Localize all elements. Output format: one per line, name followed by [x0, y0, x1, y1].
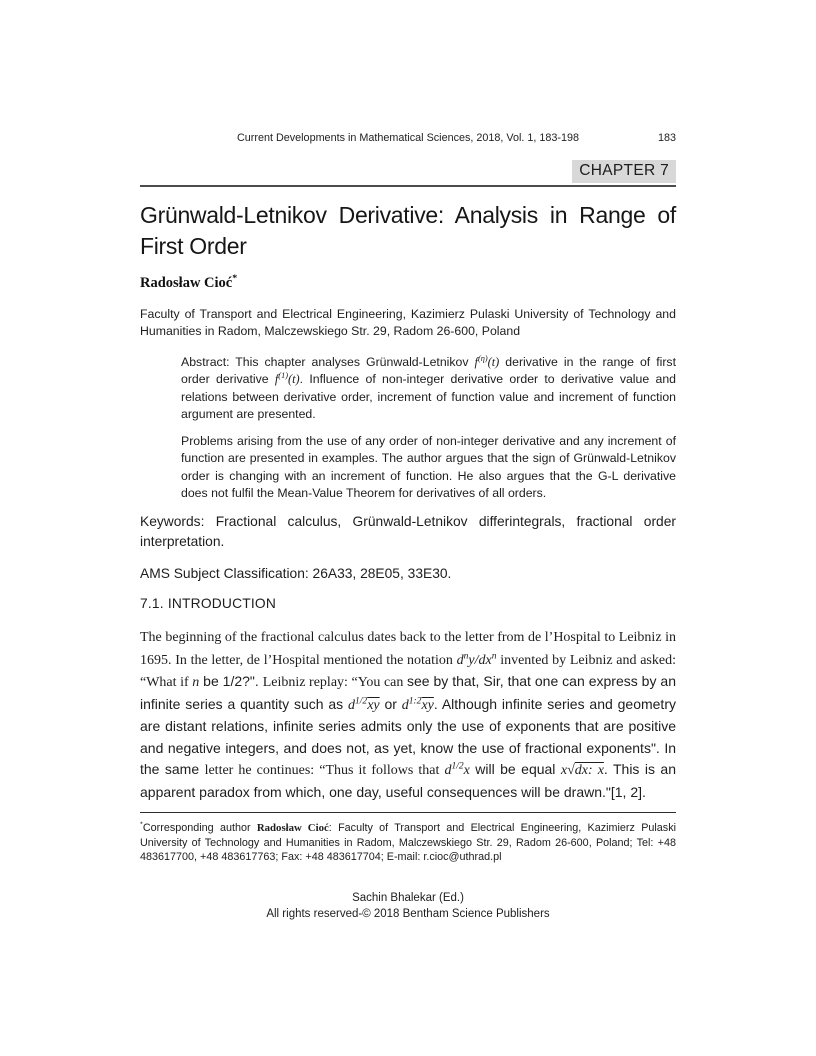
introduction-paragraph: The beginning of the fractional calculus dates back to the letter from de l’Hospital to Leibniz in 1695. In the letter, de l’Hospital mentioned the notation $d^ny/dx^n$ invented by Leibniz and asked: “What if n be 1/2?". Leibniz replay: “You can see by that, Sir, that one can express by an infinite series a quantity such as $d^{1/2}\overline{xy}$ or $d^{1:2}\overline{xy}$. Although infinite series and geometry are distant relations, infinite series admits only the use of exponents that are positive and negative integers, and does not, as yet, know the use of fractional exponents". In the same letter he continues: “Thus it follows that $d^{1/2}x$ will be equal x√dx: x. This is an apparent paradox from which, one day, useful consequences will be drawn."[1, 2].: [140, 630, 676, 800]
chapter-title: Grünwald-Letnikov Derivative: Analysis in Range of First Order: [140, 202, 676, 259]
footnote-rule: [140, 812, 676, 813]
author-line: [140, 275, 676, 292]
chapter-badge-row: [140, 160, 676, 183]
journal-info: Current Developments in Mathematical Sciences, 2018, Vol. 1, 183-198: [236, 132, 580, 144]
page-footer: [140, 890, 676, 922]
author-name: Radosław Cioć: [140, 275, 233, 291]
abstract-paragraph-2: Problems arising from the use of any order of non-integer derivative and any increment of function are presented in examples. The author argues that the sign of Grünwald-Letnikov order is changing with an increment of function. He also argues that the G-L derivative does not fulfil the Mean-Value Theorem for derivatives of all orders.: [181, 434, 676, 501]
footer-editor: Sachin Bhalekar (Ed.): [352, 891, 464, 904]
section-heading-introduction: 7.1. INTRODUCTION: [140, 596, 277, 612]
header-rule: [140, 185, 676, 187]
author-asterisk: *: [232, 273, 238, 285]
footnote-text: *Corresponding author Radosław Cioć: Faculty of Transport and Electrical Engineering, Kazimierz Pulaski University of Technology and Humanities in Radom, Malczewskiego Str. 29, Radom 26-600, Poland; Tel: +48 483617700, +48 483617763; Fax: +48 483617704; E-mail: r.cioc@uthrad.pl: [140, 819, 676, 864]
affiliation: Faculty of Transport and Electrical Engineering, Kazimierz Pulaski University of Technology and Humanities in Radom, Malczewskiego Str. 29, Radom 26-600, Poland: [140, 307, 676, 338]
abstract-paragraph-1: Abstract: This chapter analyses Grünwald-Letnikov $f^{(\eta)}(t)$ derivative in the range of first order derivative $f^{(1)}(t)$. Influence of non-integer derivative order to derivative value and relations between derivative order, increment of function value and increment of function argument are presented.: [181, 353, 676, 421]
keywords-line: Keywords: Fractional calculus, Grünwald-Letnikov differintegrals, fractional order interpretation.: [140, 514, 676, 549]
ams-classification: AMS Subject Classification: 26A33, 28E05, 33E30.: [140, 566, 452, 582]
page-number: 183: [657, 132, 676, 144]
chapter-badge: CHAPTER 7: [572, 160, 676, 183]
abstract: [181, 354, 676, 502]
footer-rights: All rights reserved-© 2018 Bentham Science Publishers: [266, 907, 550, 920]
running-head: [140, 132, 676, 147]
